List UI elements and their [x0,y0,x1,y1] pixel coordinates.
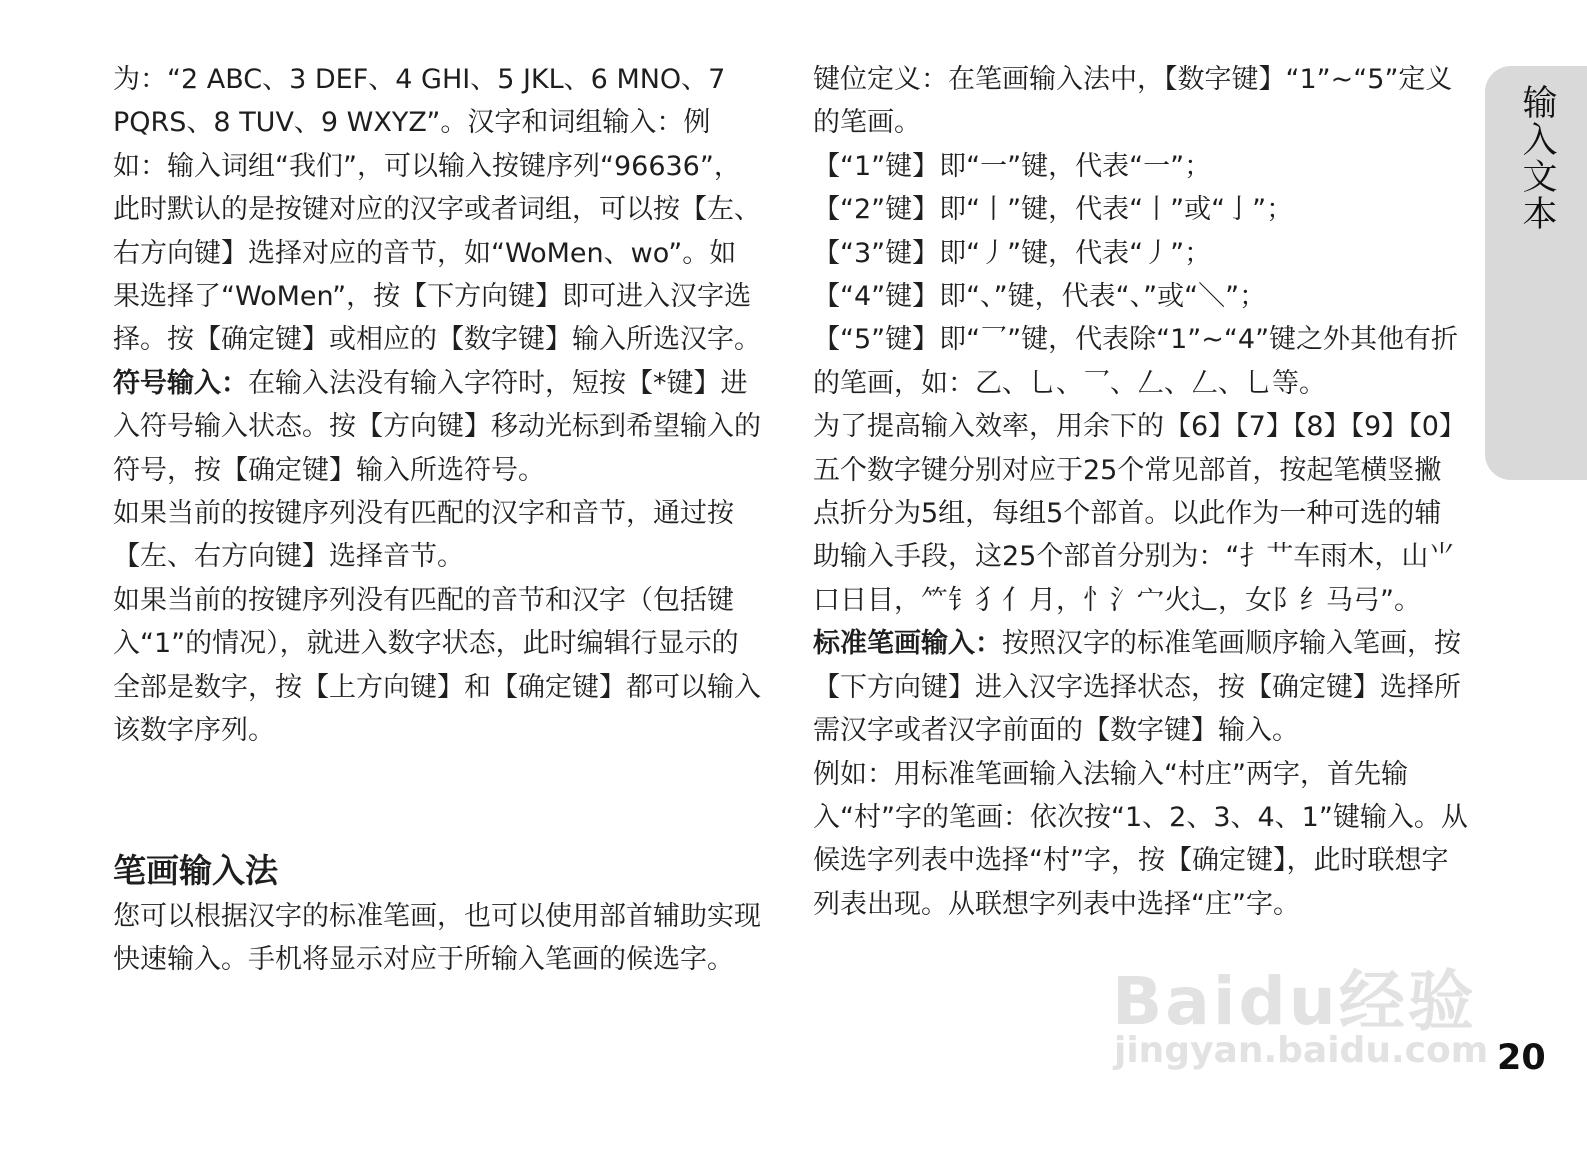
key-1-definition: 【“1”键】即“一”键，代表“一”； [813,150,1212,182]
paragraph-standard-stroke [813,622,1468,752]
paragraph-input-example: 为：“2 ABC、3 DEF、4 GHI、5 JKL、6 MNO、7 PQRS、8 TUV、9 WXYZ”。汉字和词组输入：例如：输入词组“我们”，可以输入按键序列“96636”，此时默认的是按键对应的汉字或者词组，可以按【左、右方向键】选择对应的音节，如“WoMen、wo”。如果选择了“WoMen”，按【下方向键】即可进入汉字选择。按【确定键】或相应的【数字键】输入所选汉字。 [113,64,761,356]
paragraph-key-definition: 键位定义：在笔画输入法中，【数字键】“1”~“5”定义的笔画。 [813,64,1453,139]
paragraph-stroke-intro: 您可以根据汉字的标准笔画，也可以使用部首辅助实现快速输入。手机将显示对应于所输入笔画的候选字。 [113,900,761,975]
paragraph-no-match-syllable: 如果当前的按键序列没有匹配的汉字和音节，通过按【左、右方向键】选择音节。 [113,498,734,573]
section-heading-stroke-input: 笔画输入法 [113,850,278,890]
left-column [113,58,763,981]
term-standard-stroke: 标准笔画输入： [813,628,1002,660]
right-column [813,58,1468,926]
key-3-definition: 【“3”键】即“丿”键，代表“丿”； [813,237,1212,269]
standard-stroke-text: 按照汉字的标准笔画顺序输入笔画，按【下方向键】进入汉字选择状态，按【确定键】选择所需汉字或者汉字前面的【数字键】输入。 [813,628,1461,747]
key-4-definition: 【“4”键】即“、”键，代表“、”或“＼”； [813,281,1267,313]
key-2-definition: 【“2”键】即“丨”键，代表“丨”或“亅”； [813,194,1294,226]
baidu-watermark [1112,948,1489,1084]
paragraph-digit-state: 如果当前的按键序列没有匹配的音节和汉字（包括键入“1”的情况），就进入数字状态，此时编辑行显示的全部是数字，按【上方向键】和【确定键】都可以输入该数字序列。 [113,584,761,747]
chapter-tab-label: 输入文本 [1517,84,1557,232]
watermark-brand: Baidu经验 [1112,963,1477,1040]
paragraph-radicals: 为了提高输入效率，用余下的【6】【7】【8】【9】【0】五个数字键分别对应于25个常见部首，按起笔横竖撇点折分为5组，每组5个部首。以此作为一种可选的辅助输入手段，这25个部首分别为：“扌艹车雨木，山⺌口日目，⺮钅犭亻月，忄氵宀火辶，女阝纟马弓”。 [813,411,1466,616]
watermark-url: jingyan.baidu.com [1114,1030,1489,1071]
term-symbol-input: 符号输入： [113,367,248,399]
paragraph-symbol-input [113,362,763,492]
paragraph-example-cunzhuang: 例如：用标准笔画输入法输入“村庄”两字，首先输入“村”字的笔画：依次按“1、2、3、4、1”键输入。从候选字列表中选择“村”字，按【确定键】，此时联想字列表出现。从联想字列表中选择“庄”字。 [813,758,1468,920]
symbol-input-text: 在输入法没有输入字符时，短按【*键】进入符号输入状态。按【方向键】移动光标到希望输入的符号，按【确定键】输入所选符号。 [113,367,761,486]
page-number: 20 [1497,1038,1546,1078]
key-5-definition: 【“5”键】即“乛”键，代表除“1”~“4”键之外其他有折的笔画，如：乙、乚、乛、𠃋、𠃋、乚等。 [813,324,1459,399]
chapter-side-tab [1485,66,1587,480]
